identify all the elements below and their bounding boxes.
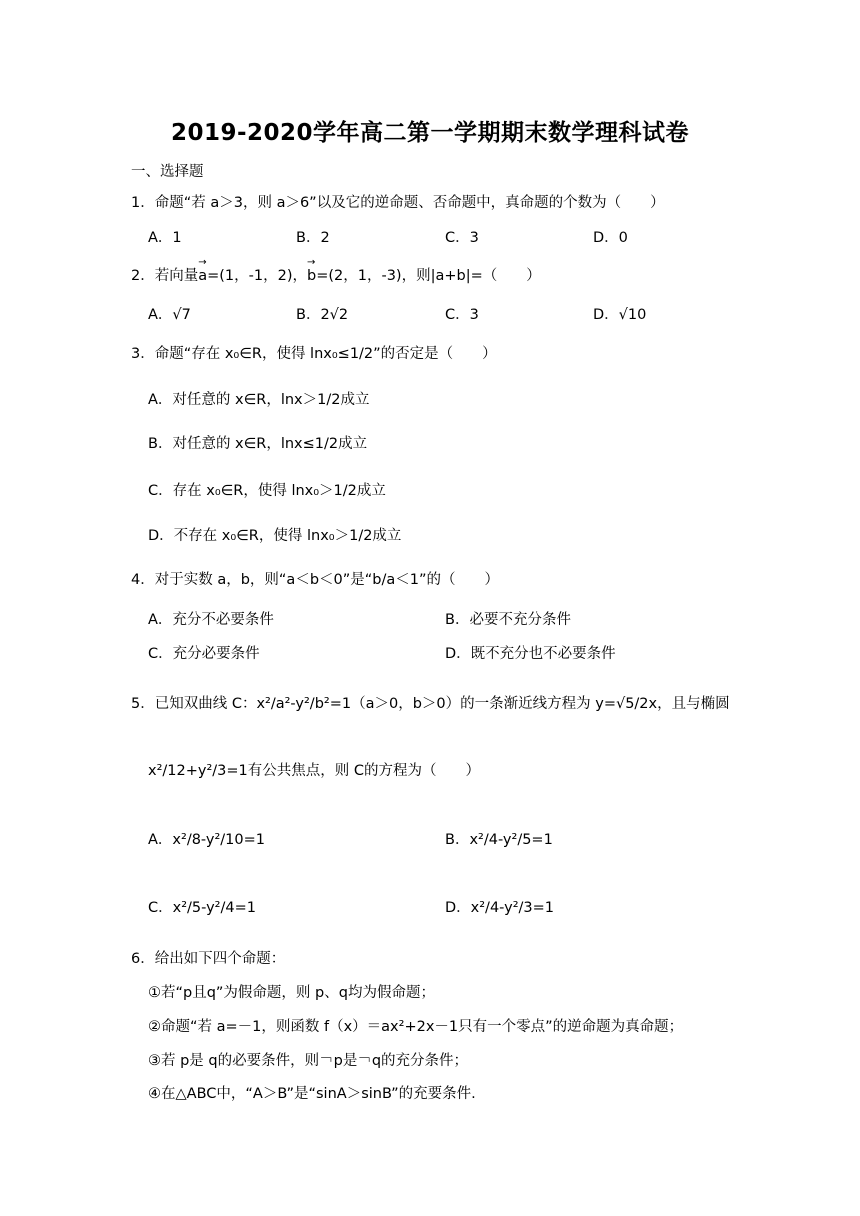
q5-option-a: A．x²/8-y²/10=1 bbox=[148, 832, 266, 848]
q2-option-d: D．√10 bbox=[593, 307, 647, 323]
vector-a: → a bbox=[198, 268, 207, 284]
q2-option-b: B．2√2 bbox=[296, 307, 349, 323]
q3-option-a: A．对任意的 x∈R，lnx＞1/2成立 bbox=[148, 392, 370, 408]
q2-option-a: A．√7 bbox=[148, 307, 191, 323]
question-5-stem-line-2: x²/12+y²/3=1有公共焦点，则 C的方程为（ ） bbox=[148, 763, 480, 779]
q6-proposition-3: ③若 p是 q的必要条件，则￢p是￢q的充分条件； bbox=[148, 1053, 469, 1069]
q4-option-d: D．既不充分也不必要条件 bbox=[445, 646, 616, 662]
question-5-stem-line-1: 5．已知双曲线 C：x²/a²-y²/b²=1（a＞0，b＞0）的一条渐近线方程为 y=√5/2x，且与椭圆 bbox=[131, 696, 730, 712]
q6-proposition-1: ①若“p且q”为假命题，则 p、q均为假命题； bbox=[148, 985, 435, 1001]
q1-option-a: A．1 bbox=[148, 230, 182, 246]
q1-option-b: B．2 bbox=[296, 230, 330, 246]
q4-option-b: B．必要不充分条件 bbox=[445, 612, 571, 628]
question-3-stem: 3．命题“存在 x₀∈R，使得 lnx₀≤1/2”的否定是（ ） bbox=[131, 346, 497, 362]
page-title: 2019-2020学年高二第一学期期末数学理科试卷 bbox=[170, 120, 690, 146]
q5-option-b: B．x²/4-y²/5=1 bbox=[445, 832, 553, 848]
question-6-stem: 6．给出如下四个命题： bbox=[131, 951, 286, 967]
q4-option-c: C．充分必要条件 bbox=[148, 646, 260, 662]
q2-option-c: C．3 bbox=[445, 307, 479, 323]
q3-option-b: B．对任意的 x∈R，lnx≤1/2成立 bbox=[148, 436, 368, 452]
question-2-stem bbox=[131, 264, 541, 285]
q6-proposition-2: ②命题“若 a=－1，则函数 f（x）＝ax²+2x－1只有一个零点”的逆命题为真命题； bbox=[148, 1019, 684, 1035]
section-heading: 一、选择题 bbox=[131, 164, 204, 180]
q3-option-d: D．不存在 x₀∈R，使得 lnx₀＞1/2成立 bbox=[148, 528, 402, 544]
q2-vector-b-value: =(2，1，-3)，则 bbox=[316, 268, 431, 284]
question-4-stem: 4．对于实数 a，b，则“a＜b＜0”是“b/a＜1”的（ ） bbox=[131, 572, 499, 588]
q5-option-c: C．x²/5-y²/4=1 bbox=[148, 900, 256, 916]
q1-option-d: D．0 bbox=[593, 230, 628, 246]
question-1-stem: 1．命题“若 a＞3，则 a＞6”以及它的逆命题、否命题中，真命题的个数为（ ） bbox=[131, 195, 665, 211]
q1-option-c: C．3 bbox=[445, 230, 479, 246]
q2-vector-a-value: =(1，-1，2)， bbox=[207, 268, 307, 284]
q5-option-d: D．x²/4-y²/3=1 bbox=[445, 900, 555, 916]
q4-option-a: A．充分不必要条件 bbox=[148, 612, 274, 628]
q6-proposition-4: ④在△ABC中，“A＞B”是“sinA＞sinB”的充要条件. bbox=[148, 1086, 476, 1102]
q2-stem-prefix: 2．若向量 bbox=[131, 268, 199, 284]
vector-b: → b bbox=[307, 268, 316, 284]
q3-option-c: C．存在 x₀∈R，使得 lnx₀＞1/2成立 bbox=[148, 483, 386, 499]
q2-abs-sum: |a+b|=（ ） bbox=[430, 268, 541, 284]
